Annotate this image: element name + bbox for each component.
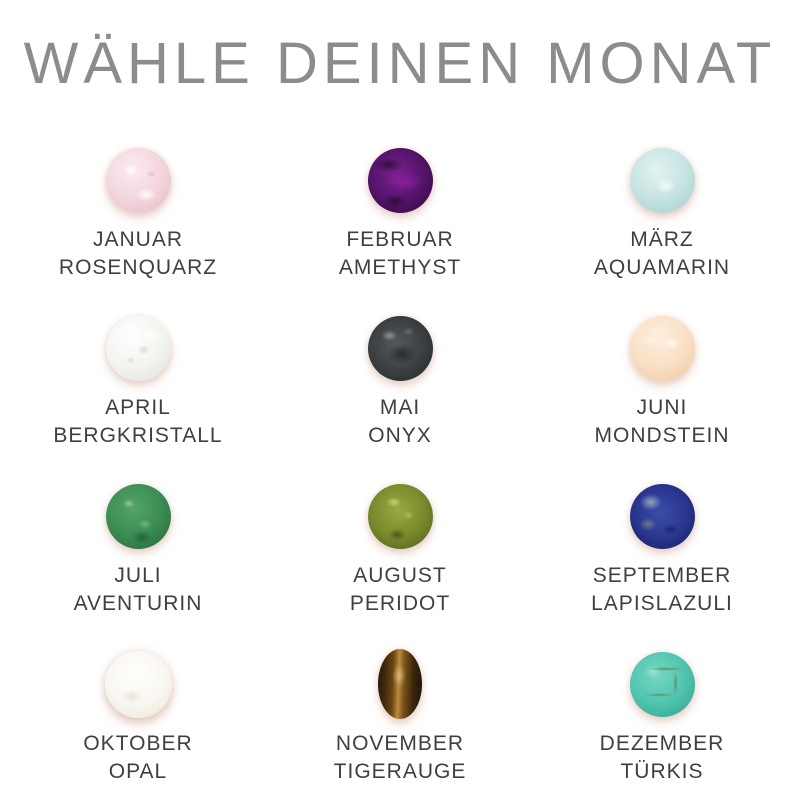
gem-cell-dezember[interactable] xyxy=(531,644,793,800)
month-label: MÄRZ xyxy=(630,228,694,251)
stone-label: OPAL xyxy=(108,760,168,783)
bergkristall-stone-image[interactable] xyxy=(106,316,171,381)
stone-wrap xyxy=(368,312,433,384)
gem-cell-april[interactable] xyxy=(7,308,269,476)
lapislazuli-stone-image[interactable] xyxy=(630,484,695,549)
gem-cell-februar[interactable] xyxy=(269,140,531,308)
month-label: SEPTEMBER xyxy=(592,564,732,587)
stone-label: AQUAMARIN xyxy=(593,256,731,279)
stone-wrap xyxy=(106,312,171,384)
stone-wrap xyxy=(368,144,433,216)
gem-cell-september[interactable] xyxy=(531,476,793,644)
month-label: APRIL xyxy=(105,396,171,419)
stone-label: LAPISLAZULI xyxy=(591,592,733,615)
gem-cell-juni[interactable] xyxy=(531,308,793,476)
month-label: MAI xyxy=(379,396,421,419)
stone-wrap xyxy=(368,480,433,552)
gem-cell-januar[interactable] xyxy=(7,140,269,308)
mondstein-stone-image[interactable] xyxy=(630,316,695,381)
tigerauge-stone-image[interactable] xyxy=(378,649,422,719)
stone-wrap xyxy=(106,144,171,216)
stone-label: ROSENQUARZ xyxy=(58,256,218,279)
stone-label: TÜRKIS xyxy=(620,760,704,783)
stone-label: AMETHYST xyxy=(338,256,462,279)
month-label: JANUAR xyxy=(92,228,183,251)
month-label: OKTOBER xyxy=(83,732,193,755)
tuerkis-stone-image[interactable] xyxy=(630,652,695,717)
gem-cell-november[interactable] xyxy=(269,644,531,800)
stone-label: BERGKRISTALL xyxy=(53,424,223,447)
month-label: JULI xyxy=(114,564,162,587)
month-label: AUGUST xyxy=(353,564,447,587)
month-label: FEBRUAR xyxy=(346,228,454,251)
onyx-stone-image[interactable] xyxy=(368,316,433,381)
stone-wrap xyxy=(630,480,695,552)
month-label: DEZEMBER xyxy=(599,732,725,755)
opal-stone-image[interactable] xyxy=(105,651,172,718)
stone-wrap xyxy=(630,648,695,720)
gem-cell-juli[interactable] xyxy=(7,476,269,644)
stone-wrap xyxy=(106,480,171,552)
aventurin-stone-image[interactable] xyxy=(106,484,171,549)
stone-label: TIGERAUGE xyxy=(333,760,467,783)
gem-cell-maerz[interactable] xyxy=(531,140,793,308)
amethyst-stone-image[interactable] xyxy=(368,148,433,213)
stone-wrap xyxy=(378,648,422,720)
month-label: NOVEMBER xyxy=(335,732,465,755)
stone-wrap xyxy=(630,144,695,216)
gem-cell-august[interactable] xyxy=(269,476,531,644)
rosenquarz-stone-image[interactable] xyxy=(106,148,171,213)
stone-label: AVENTURIN xyxy=(73,592,203,615)
peridot-stone-image[interactable] xyxy=(368,484,433,549)
stone-wrap xyxy=(105,648,172,720)
gem-cell-mai[interactable] xyxy=(269,308,531,476)
month-stone-grid xyxy=(7,140,793,800)
page-title: WÄHLE DEINEN MONAT xyxy=(23,31,777,96)
gem-cell-oktober[interactable] xyxy=(7,644,269,800)
stone-wrap xyxy=(630,312,695,384)
stone-label: PERIDOT xyxy=(349,592,451,615)
aquamarin-stone-image[interactable] xyxy=(630,148,695,213)
stone-label: ONYX xyxy=(368,424,432,447)
month-label: JUNI xyxy=(636,396,688,419)
stone-label: MONDSTEIN xyxy=(594,424,730,447)
